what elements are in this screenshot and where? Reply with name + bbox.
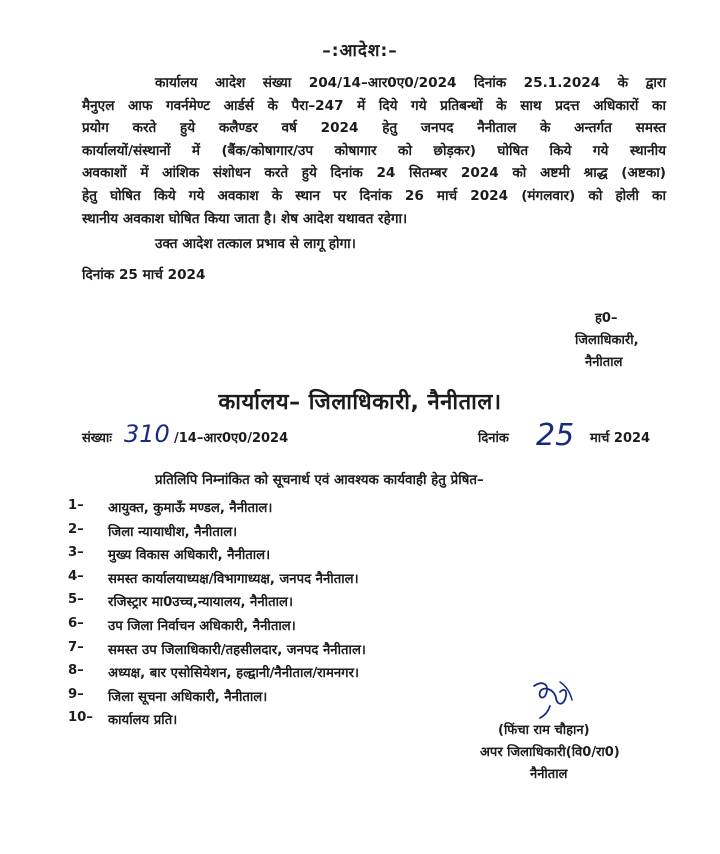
endorsement-date-rest: मार्च 2024 — [590, 431, 651, 446]
paragraph-line: कार्यालयों/संस्थानों में (बैंक/कोषागार/उप कोषागार को छोड़कर) घोषित किये गये स्थानीय — [82, 142, 666, 159]
item-text: कार्यालय प्रति। — [108, 713, 178, 729]
paragraph-line: प्रयोग करते हुये कलैण्डर वर्ष 2024 हेतु जनपद नैनीताल के अन्तर्गत समस्त — [82, 120, 666, 137]
item-text: जिला न्यायाधीश, नैनीताल। — [108, 524, 238, 540]
item-number: 4– — [68, 568, 84, 584]
handwritten-signature — [520, 676, 580, 720]
item-text: आयुक्त, कुमाऊँ मण्डल, नैनीताल। — [108, 501, 273, 516]
endorsement-date-day: 25 — [536, 418, 575, 453]
item-text: जिला सूचना अधिकारी, नैनीताल। — [108, 689, 268, 705]
paragraph-line: कार्यालय आदेश संख्या 204/14–आर0ए0/2024 दिनांक 25.1.2024 के द्वारा — [155, 75, 666, 91]
copy-intro: प्रतिलिपि निम्नांकित को सूचनार्थ एवं आवश्यक कार्यवाही हेतु प्रेषित– — [155, 473, 484, 488]
item-text: समस्त कार्यालयाध्यक्ष/विभागाध्यक्ष, जनपद नैनीताल। — [108, 571, 359, 587]
item-text: उप जिला निर्वाचन अधिकारी, नैनीताल। — [108, 618, 296, 634]
item-number: 8– — [68, 663, 84, 679]
item-number: 1– — [68, 498, 84, 513]
order-date: दिनांक 25 मार्च 2024 — [82, 267, 206, 283]
order-signature-block — [575, 308, 639, 374]
signatory-designation: अपर जिलाधिकारी(वि0/रा0) — [480, 745, 620, 760]
item-text: समस्त उप जिलाधिकारी/तहसीलदार, जनपद नैनीताल। — [108, 642, 366, 658]
order-paragraph — [82, 72, 666, 230]
signature-place: नैनीताल — [585, 355, 623, 370]
item-number: 6– — [68, 615, 84, 631]
item-number: 2– — [68, 521, 84, 537]
paragraph-line: मैनुएल आफ गवर्नमेण्ट आर्डर्स के पैरा–247 में दिये गये प्रतिबन्धों के साथ प्रदत्त अधिकारों का — [82, 97, 666, 114]
signature-line: ह0– — [595, 311, 618, 326]
ref-handwritten-number: 310 — [124, 420, 170, 448]
ref-rest: /14–आर0ए0/2024 — [174, 431, 289, 446]
item-number: 3– — [68, 545, 84, 561]
item-number: 9– — [68, 686, 84, 702]
effect-line: उक्त आदेश तत्काल प्रभाव से लागू होगा। — [155, 236, 356, 252]
item-text: मुख्य विकास अधिकारी, नैनीताल। — [108, 548, 271, 564]
item-number: 10– — [68, 710, 93, 726]
order-heading: –:आदेश:– — [322, 41, 398, 61]
signature-designation: जिलाधिकारी, — [575, 333, 639, 348]
endorsement-date-label: दिनांक — [478, 431, 509, 446]
item-number: 5– — [68, 592, 84, 608]
signatory-place: नैनीताल — [530, 767, 568, 782]
signatory-name: (फिंचा राम चौहान) — [498, 723, 590, 738]
paragraph-line: अवकाशों में आंशिक संशोधन करते हुये दिनांक 24 सितम्बर 2024 को अष्टमी श्राद्ध (अष्टका) — [82, 165, 666, 182]
paragraph-line: स्थानीय अवकाश घोषित किया जाता है। शेष आदेश यथावत रहेगा। — [82, 210, 408, 227]
paragraph-line: हेतु घोषित किये गये अवकाश के स्थान पर दिनांक 26 मार्च 2024 (मंगलवार) को होली का — [82, 187, 666, 204]
signatory-block — [480, 720, 620, 786]
ref-label: संख्याः — [82, 431, 112, 446]
item-number: 7– — [68, 639, 84, 655]
reference-number — [82, 428, 112, 446]
item-text: रजिस्ट्रार मा0उच्च,न्यायालय, नैनीताल। — [108, 595, 293, 611]
office-title: कार्यालय– जिलाधिकारी, नैनीताल। — [218, 390, 502, 415]
item-text: अध्यक्ष, बार एसोसियेशन, हल्द्वानी/नैनीताल/रामनगर। — [108, 666, 359, 682]
